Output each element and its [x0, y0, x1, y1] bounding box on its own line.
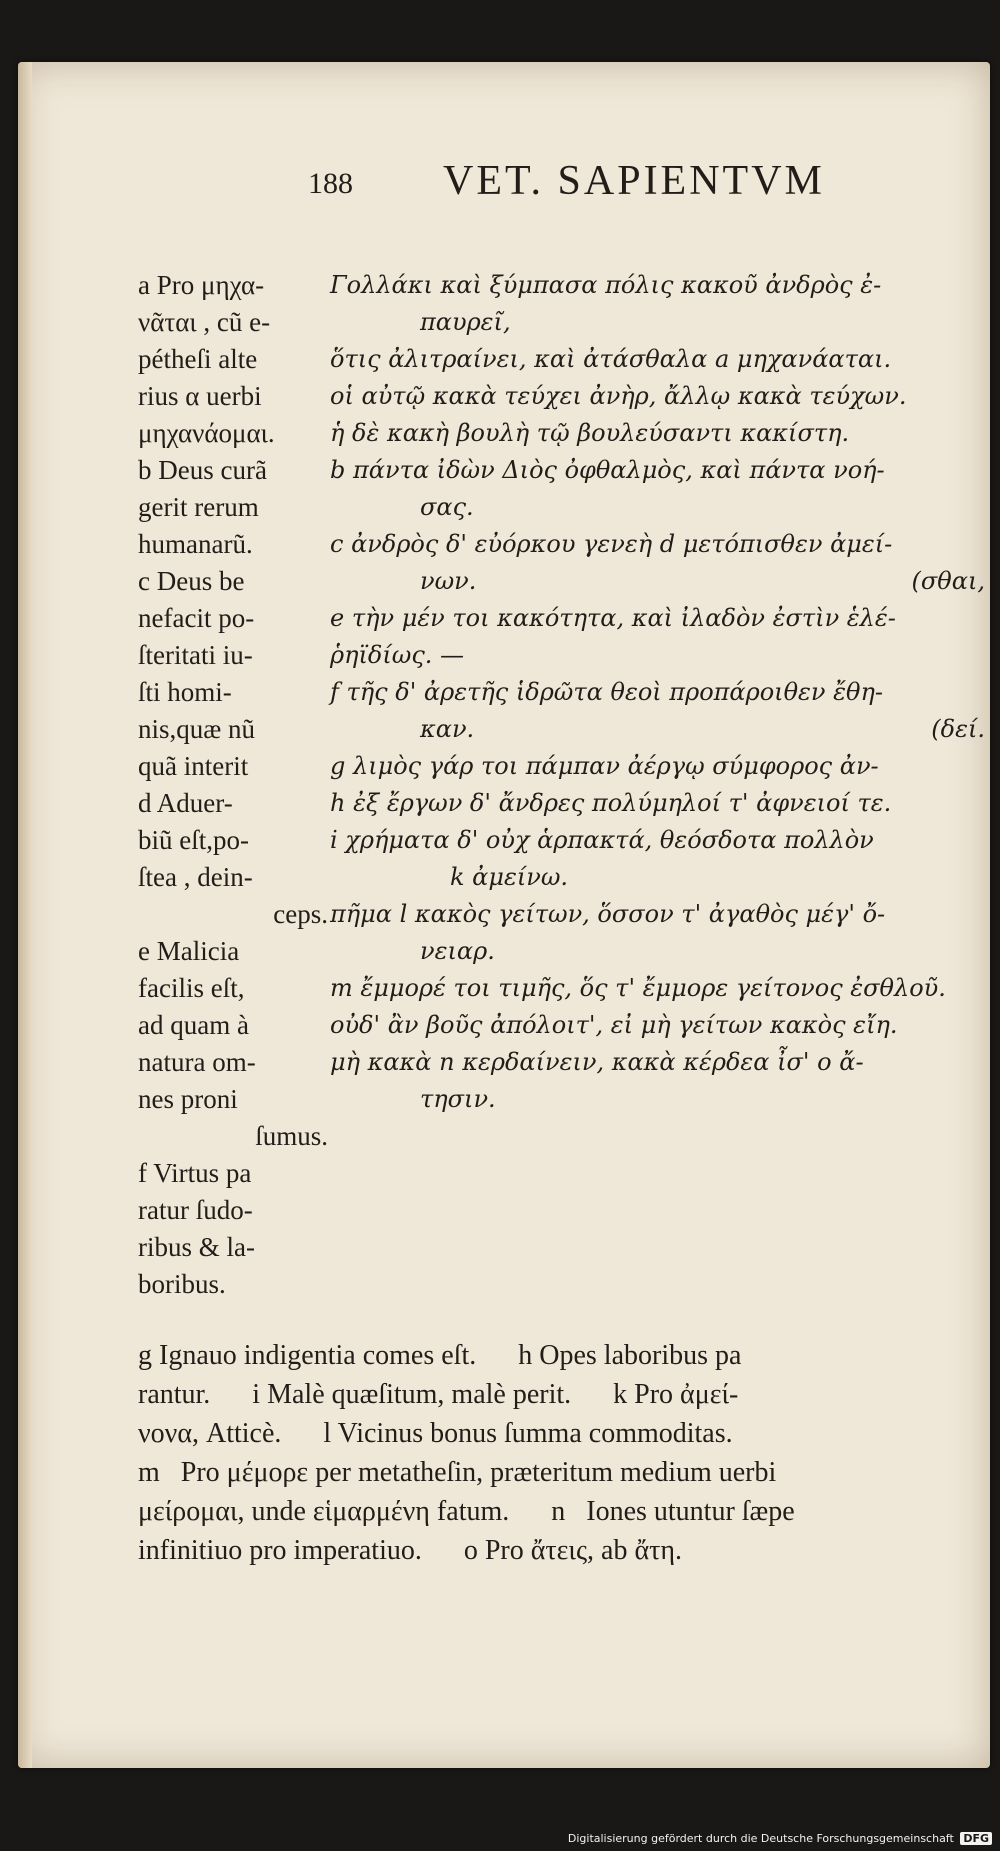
verse-line	[330, 452, 985, 489]
margin-note-line: f Virtus pa	[138, 1158, 252, 1188]
margin-note-line: ribus & la-	[138, 1232, 255, 1262]
verse-line	[330, 1007, 985, 1044]
verse-text: Γολλάκι καὶ ξύμπασα πόλις κακοῦ ἀνδρὸς ἐ-	[330, 271, 882, 299]
margin-note-line: ſtea , dein-	[138, 862, 253, 892]
verse-text: e τὴν μέν τοι κακότητα, καὶ ἰλαδὸν ἐστὶν ἑλέ-	[330, 604, 896, 632]
verse-line	[330, 748, 985, 785]
verse-line	[330, 933, 985, 970]
verse-line	[330, 341, 985, 378]
verse-text: k ἀμείνω.	[450, 863, 569, 891]
verse-text: b πάντα ἰδὼν Διὸς ὀφθαλμὸς, καὶ πάντα νοή-	[330, 456, 885, 484]
verse-text: m ἔμμορέ τοι τιμῆς, ὅς τ' ἔμμορε γείτονος ἐσθλοῦ.	[330, 974, 946, 1002]
greek-verse-block	[330, 267, 985, 1118]
verse-line	[330, 1081, 985, 1118]
margin-note-line: nefacit po-	[138, 603, 255, 633]
verse-text: παυρεῖ,	[420, 308, 511, 336]
margin-note-line: ſumus.	[255, 1121, 328, 1151]
verse-text: σας.	[420, 493, 474, 521]
margin-note-line: ratur ſudo-	[138, 1195, 253, 1225]
margin-note-line: facilis eſt,	[138, 973, 245, 1003]
margin-note-line: pétheſi alte	[138, 344, 258, 374]
margin-note-line: d Aduer-	[138, 788, 233, 818]
verse-line	[330, 711, 985, 748]
margin-note-line: a Pro μηχα-	[138, 270, 265, 300]
verse-line	[330, 822, 985, 859]
margin-note-line: boribus.	[138, 1269, 226, 1299]
margin-note-line: ceps.	[273, 899, 328, 929]
verse-text: καν.	[420, 715, 475, 743]
verse-text: f τῆς δ' ἀρετῆς ἱδρῶτα θεοὶ προπάροιθεν ἔθη-	[330, 678, 883, 706]
footnote-line: rantur. i Malè quæſitum, malè perit. k Pro ἀμεί-	[138, 1379, 739, 1410]
digitization-credit	[568, 1832, 992, 1845]
verse-line	[330, 304, 985, 341]
verse-text: ῥηϊδίως. —	[330, 641, 465, 669]
verse-line	[330, 600, 985, 637]
book-page	[18, 62, 990, 1768]
verse-line	[330, 526, 985, 563]
margin-note-line: rius α uerbi	[138, 381, 262, 411]
verse-line	[330, 785, 985, 822]
footnotes-block	[138, 1336, 958, 1570]
verse-text: ἡ δὲ κακὴ βουλὴ τῷ βουλεύσαντι κακίστη.	[330, 419, 850, 447]
verse-text: ὅτις ἀλιτραίνει, καὶ ἀτάσθαλα a μηχανάαται.	[330, 345, 892, 373]
footnote-line: g Ignauo indigentia comes eſt. h Opes laboribus pa	[138, 1340, 742, 1371]
credit-text: Digitalisierung gefördert durch die Deutsche Forschungsgemeinschaft	[567, 1832, 954, 1845]
page-number: 188	[308, 167, 353, 200]
verse-text: μὴ κακὰ n κερδαίνειν, κακὰ κέρδεα ἶσ' o ἄ-	[330, 1048, 864, 1076]
verse-text: πῆμα l κακὸς γείτων, ὅσσον τ' ἀγαθὸς μέγ' ὄ-	[330, 900, 886, 928]
margin-note-line: ſteritati iu-	[138, 640, 253, 670]
footnote-line: infinitiuo pro imperatiuo. o Pro ἄτεις, ab ἄτη.	[138, 1535, 683, 1566]
margin-note-line: b Deus curã	[138, 455, 267, 485]
verse-line	[330, 563, 985, 600]
verse-line	[330, 489, 985, 526]
footnote-line: μείρομαι, unde εἱμαρμένη fatum. n Iones utuntur ſæpe	[138, 1496, 795, 1527]
verse-line	[330, 970, 985, 1007]
verse-text: i χρήματα δ' οὐχ ἁρπακτά, θεόσδοτα πολλὸν	[330, 826, 874, 854]
verse-text: οἱ αὐτῷ κακὰ τεύχει ἀνὴρ, ἄλλῳ κακὰ τεύχων.	[330, 382, 907, 410]
margin-note-line: nis,quæ nũ	[138, 714, 256, 744]
verse-line	[330, 859, 985, 896]
margin-note-line: ad quam à	[138, 1010, 249, 1040]
page-edge	[18, 62, 32, 1768]
margin-note-line: quã interit	[138, 751, 249, 781]
verse-line	[330, 1044, 985, 1081]
verse-text: h ἐξ ἔργων δ' ἄνδρες πολύμηλοί τ' ἀφνειοί τε.	[330, 789, 892, 817]
running-head	[308, 157, 908, 217]
margin-notes	[138, 267, 328, 1303]
margin-note-line: nes proni	[138, 1084, 238, 1114]
verse-line	[330, 415, 985, 452]
header-title: VET. SAPIENTVM	[443, 158, 825, 204]
verse-continuation: (δεί.	[931, 715, 985, 743]
margin-note-line: biũ eſt,po-	[138, 825, 249, 855]
footnote-line: m Pro μέμορε per metatheſin, præteritum medium uerbi	[138, 1457, 777, 1488]
verse-line	[330, 637, 985, 674]
verse-line	[330, 378, 985, 415]
verse-text: νων.	[420, 567, 477, 595]
margin-note-line: e Malicia	[138, 936, 240, 966]
margin-note-line: gerit rerum	[138, 492, 259, 522]
verse-text: g λιμὸς γάρ τοι πάμπαν ἀέργῳ σύμφορος ἀν-	[330, 752, 879, 780]
margin-note-line: ſti homi-	[138, 677, 232, 707]
verse-continuation: (σθαι,	[911, 567, 985, 595]
dfg-logo: DFG	[960, 1832, 992, 1845]
verse-line	[330, 267, 985, 304]
verse-text: νειαρ.	[420, 937, 495, 965]
margin-note-line: μηχανάομαι.	[138, 418, 275, 448]
margin-note-line: νᾶται , cũ e-	[138, 307, 271, 337]
footnote-line: νονα, Atticè. l Vicinus bonus ſumma commoditas.	[138, 1418, 733, 1449]
margin-note-line: humanarũ.	[138, 529, 253, 559]
margin-note-line: c Deus be	[138, 566, 245, 596]
verse-line	[330, 896, 985, 933]
verse-text: τησιν.	[420, 1085, 496, 1113]
margin-note-line: natura om-	[138, 1047, 256, 1077]
verse-text: c ἀνδρὸς δ' εὐόρκου γενεὴ d μετόπισθεν ἀμεί-	[330, 530, 893, 558]
verse-line	[330, 674, 985, 711]
verse-text: οὐδ' ἂν βοῦς ἀπόλοιτ', εἰ μὴ γείτων κακὸς εἴη.	[330, 1011, 898, 1039]
